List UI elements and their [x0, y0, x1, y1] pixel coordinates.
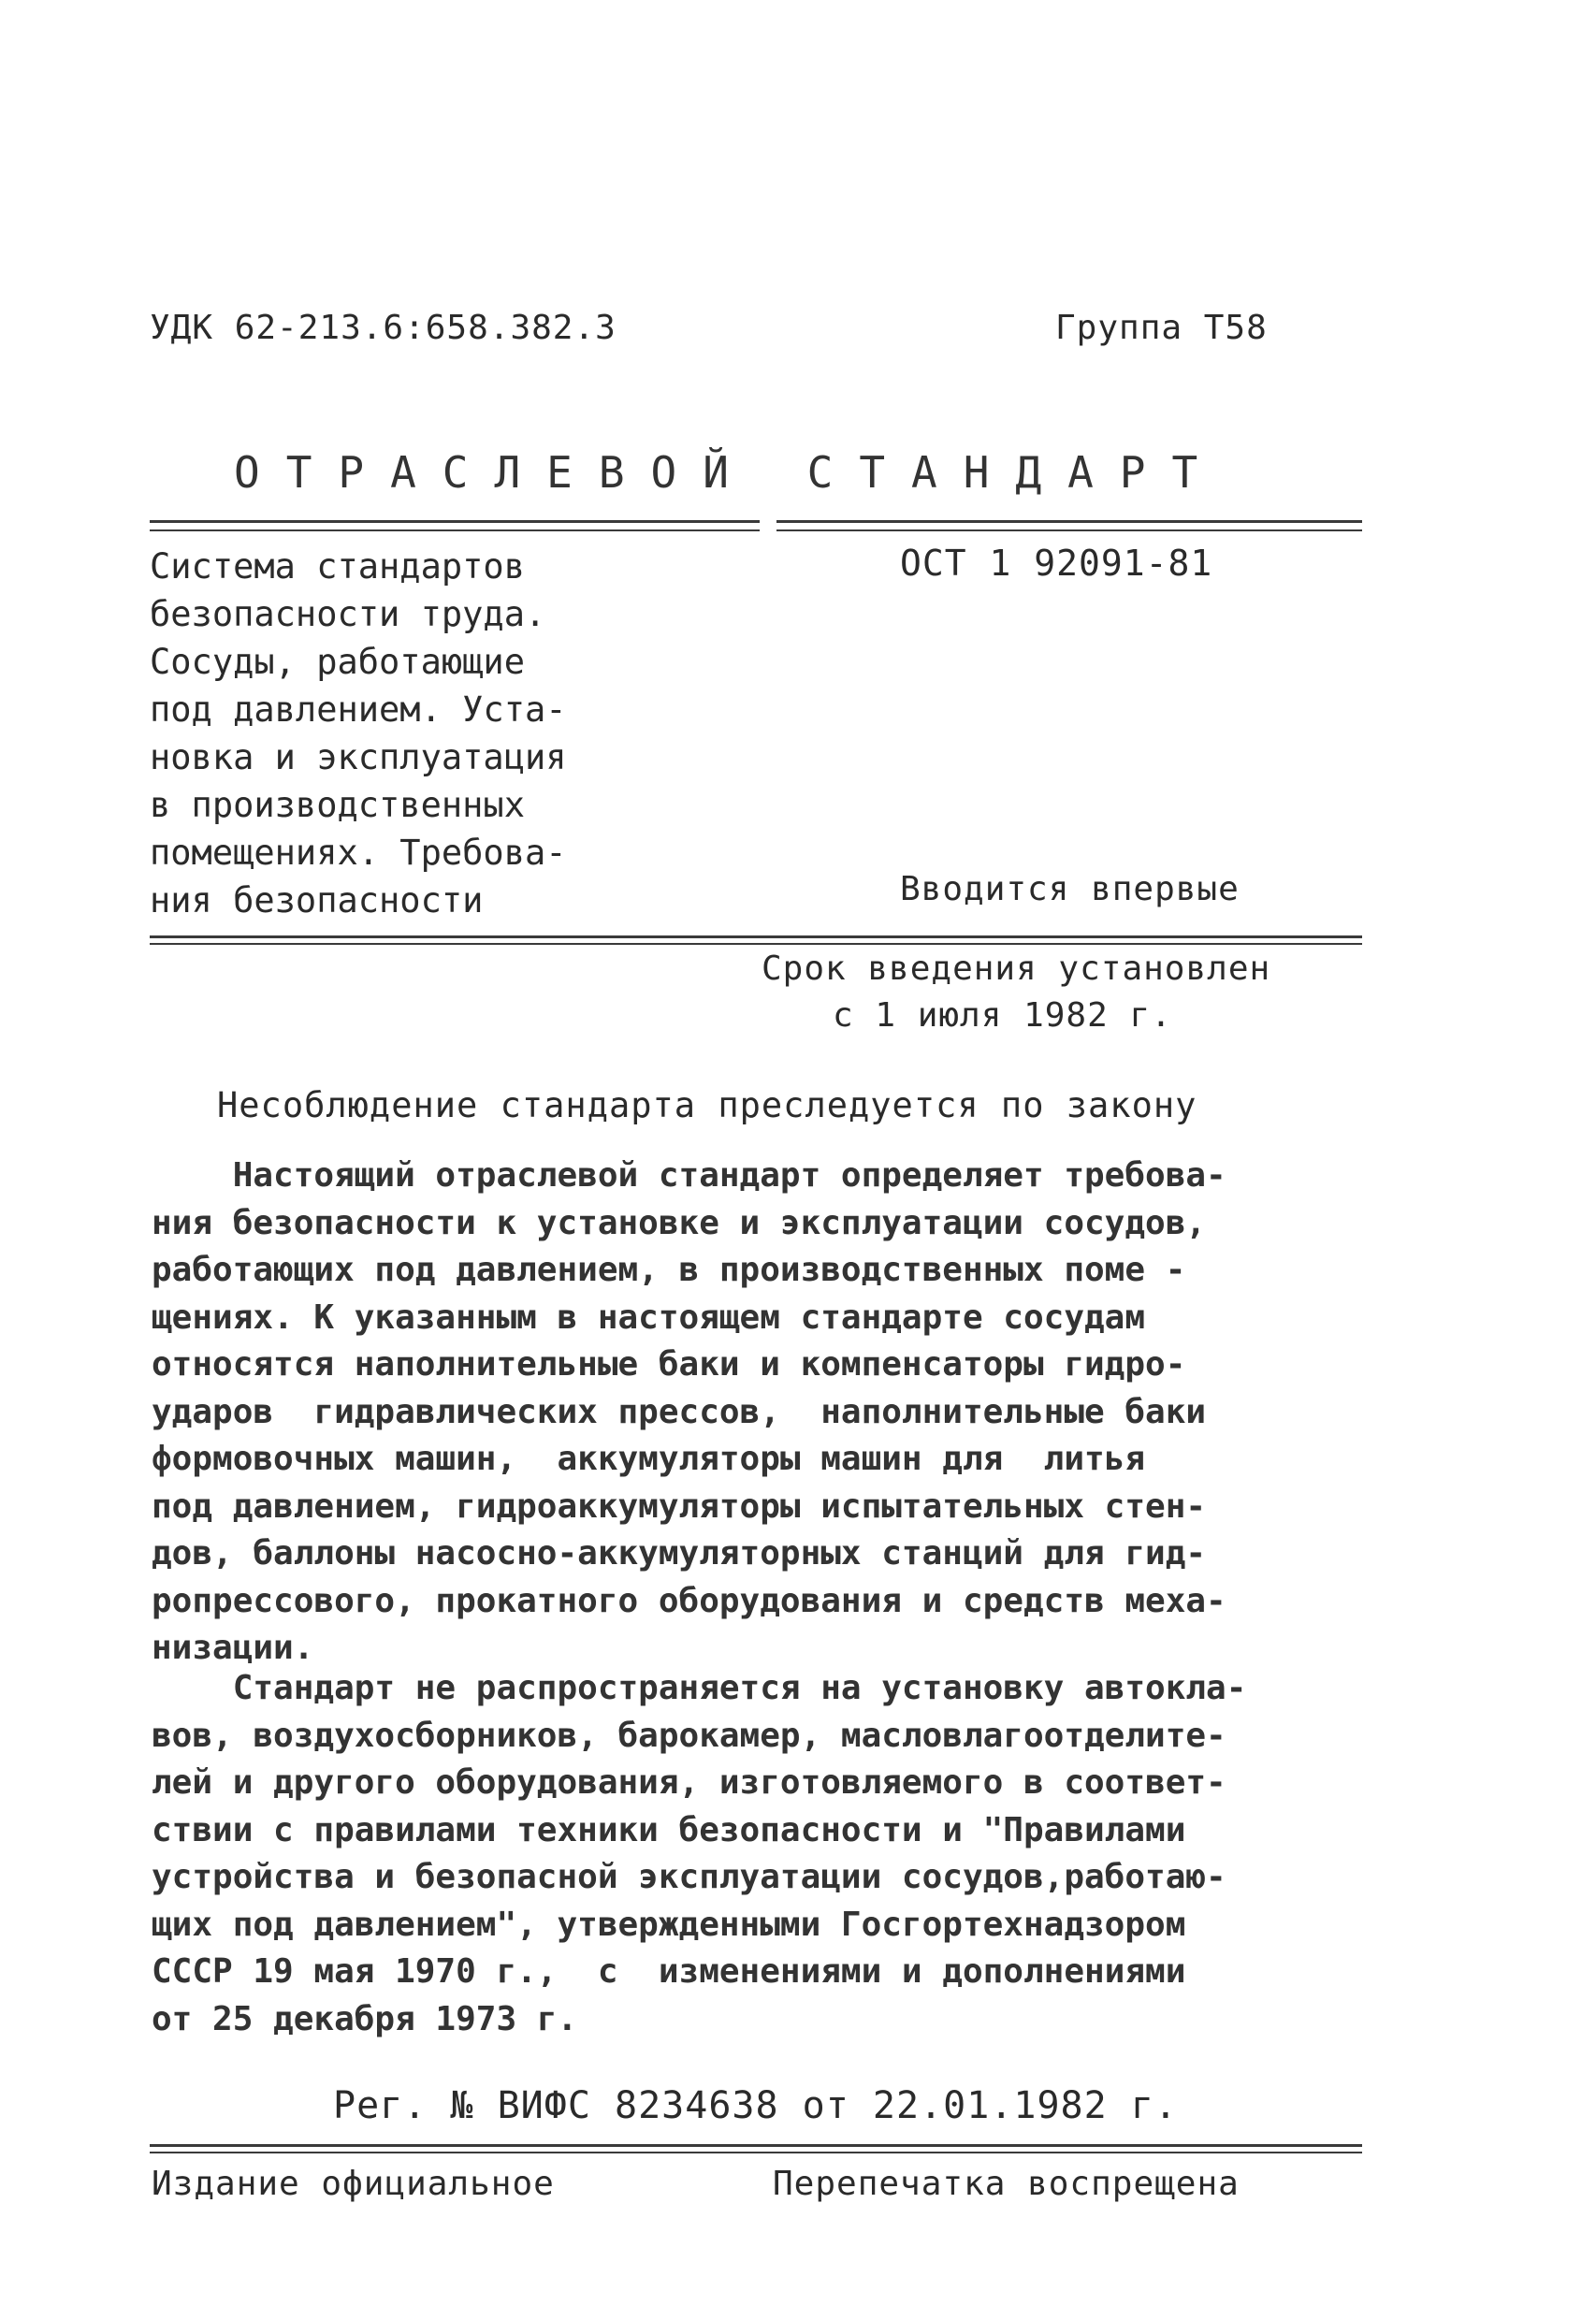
title-rule-right-top	[776, 520, 1362, 523]
official-edition-note: Издание официальное	[152, 2165, 555, 2203]
paragraph-exclusions	[152, 1665, 1358, 2043]
paragraph-line: относятся наполнительные баки и компенсаторы гидро-	[152, 1345, 1186, 1384]
effective-term-line1: Срок введения установлен	[762, 950, 1271, 988]
registration-number: Рег. № ВИФС 8234638 от 22.01.1982 г.	[333, 2084, 1178, 2127]
paragraph-line: низации.	[152, 1629, 314, 1667]
subject-line: в производственных	[150, 785, 525, 825]
introduction-note: Вводится впервые	[900, 870, 1240, 908]
paragraph-line: СССР 19 мая 1970 г., с изменениями и дополнениями	[152, 1952, 1186, 1991]
standard-subject	[150, 543, 636, 924]
subject-rule-top	[150, 935, 1362, 938]
law-notice: Несоблюдение стандарта преследуется по закону	[217, 1085, 1197, 1125]
subject-line: ния безопасности	[150, 880, 484, 921]
standard-title: ОТРАСЛЕВОЙ СТАНДАРТ	[234, 447, 1225, 498]
subject-line: безопасности труда.	[150, 594, 546, 634]
paragraph-line: ударов гидравлических прессов, наполнительные баки	[152, 1392, 1207, 1431]
paragraph-scope	[152, 1152, 1358, 1673]
paragraph-line: ствии с правилами техники безопасности и "Правилами	[152, 1810, 1186, 1849]
group-code: Группа Т58	[1055, 309, 1268, 347]
title-rule-left-bottom	[150, 529, 760, 531]
paragraph-line: вов, воздухосборников, барокамер, масловлагоотделите-	[152, 1716, 1226, 1755]
title-rule-right-bottom	[776, 529, 1362, 531]
udk-code: УДК 62-213.6:658.382.3	[150, 309, 617, 347]
paragraph-line: устройства и безопасной эксплуатации сосудов,работаю-	[152, 1858, 1226, 1896]
paragraph-line: работающих под давлением, в производственных поме -	[152, 1251, 1186, 1289]
subject-rule-bottom	[150, 943, 1362, 945]
paragraph-line: от 25 декабря 1973 г.	[152, 1999, 578, 2038]
subject-line: новка и эксплуатация	[150, 737, 567, 777]
subject-line: под давлением. Уста-	[150, 689, 567, 730]
standard-designation: ОСТ 1 92091-81	[900, 543, 1213, 584]
paragraph-line: Стандарт не распространяется на установку автокла-	[152, 1669, 1247, 1707]
subject-line: Система стандартов	[150, 546, 525, 587]
paragraph-line: под давлением, гидроаккумуляторы испытательных стен-	[152, 1486, 1207, 1526]
paragraph-line: щих под давлением", утвержденными Госгортехнадзором	[152, 1905, 1186, 1944]
title-rule-left-top	[150, 520, 760, 523]
reprint-prohibited-note: Перепечатка воспрещена	[773, 2165, 1240, 2203]
paragraph-line: формовочных машин, аккумуляторы машин для литья	[152, 1440, 1146, 1478]
subject-line: помещениях. Требова-	[150, 833, 567, 873]
footer-rule-top	[150, 2144, 1362, 2147]
paragraph-line: ния безопасности к установке и эксплуатации сосудов,	[152, 1203, 1207, 1242]
effective-term-line2: с 1 июля 1982 г.	[833, 996, 1172, 1035]
paragraph-line: щениях. К указанным в настоящем стандарте сосудам	[152, 1297, 1146, 1337]
paragraph-line: дов, баллоны насосно-аккумуляторных станций для гид-	[152, 1534, 1207, 1573]
paragraph-line: ропрессового, прокатного оборудования и средств меха-	[152, 1581, 1226, 1620]
paragraph-line: лей и другого оборудования, изготовляемого в соответ-	[152, 1763, 1226, 1802]
subject-line: Сосуды, работающие	[150, 642, 525, 682]
footer-rule-bottom	[150, 2152, 1362, 2153]
paragraph-line: Настоящий отраслевой стандарт определяет требова-	[152, 1156, 1226, 1195]
